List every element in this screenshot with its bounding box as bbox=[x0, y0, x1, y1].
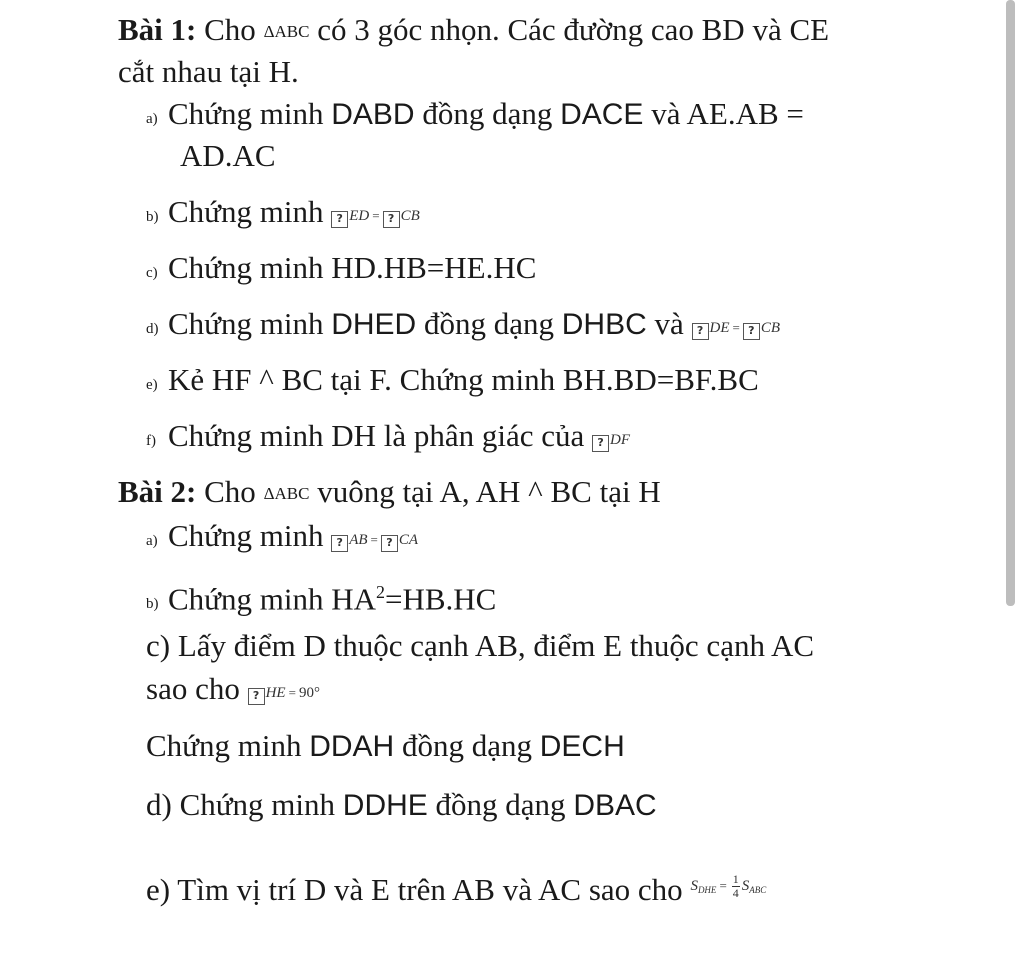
item-text: đồng dạng bbox=[401, 728, 532, 763]
item-text: Chứng minh bbox=[168, 306, 324, 341]
item-text: d) Chứng minh bbox=[146, 787, 336, 822]
angle-formula bbox=[248, 685, 320, 701]
fraction-denominator: 4 bbox=[732, 886, 739, 901]
broken-glyph-icon: ? bbox=[331, 535, 348, 552]
item-text: Chứng minh bbox=[168, 194, 324, 229]
item-label: c) bbox=[146, 265, 158, 281]
item-text: đồng dạng bbox=[422, 96, 553, 131]
problem1-item-d bbox=[146, 306, 780, 347]
formula-part: HE bbox=[265, 685, 286, 701]
problem2-item-e bbox=[146, 868, 766, 908]
item-text: Chứng minh bbox=[168, 96, 324, 131]
angle-formula bbox=[331, 532, 418, 548]
item-text: đồng dạng bbox=[435, 787, 566, 822]
item-label: f) bbox=[146, 433, 156, 449]
item-label: e) bbox=[146, 377, 158, 393]
item-label: b) bbox=[146, 596, 159, 613]
superscript: 2 bbox=[375, 582, 385, 602]
broken-glyph-icon: ? bbox=[743, 323, 760, 340]
broken-glyph-icon: ? bbox=[248, 688, 265, 705]
item-text: Chứng minh bbox=[168, 518, 324, 553]
formula-part: CA bbox=[398, 532, 419, 548]
item-label: d) bbox=[146, 321, 159, 337]
problem2-item-c: c) Lấy điểm D thuộc cạnh AB, điểm E thuộc cạnh AC bbox=[146, 628, 815, 663]
item-text: Chứng minh HD.HB=HE.HC bbox=[168, 250, 537, 285]
formula-part: S bbox=[741, 878, 750, 894]
item-text: Chứng minh bbox=[146, 728, 302, 763]
item-text: sao cho bbox=[146, 671, 240, 706]
formula-part: = bbox=[372, 208, 380, 223]
formula-part: AB bbox=[349, 532, 368, 548]
area-formula bbox=[690, 872, 767, 901]
item-label: a) bbox=[146, 533, 158, 549]
formula-part: 90° bbox=[298, 685, 320, 701]
intro-text: Cho bbox=[204, 12, 256, 47]
item-text: đồng dạng bbox=[423, 306, 554, 341]
problem1-item-a-line2: AD.AC bbox=[180, 138, 276, 173]
item-text: Chứng minh DH là phân giác của bbox=[168, 418, 585, 453]
problem1-item-c bbox=[146, 250, 536, 291]
broken-glyph-icon: ? bbox=[383, 211, 400, 228]
intro-text: có 3 góc nhọn. Các đường cao BD và CE bbox=[317, 12, 830, 47]
fraction bbox=[732, 873, 740, 900]
formula-part: CB bbox=[760, 320, 781, 336]
problem1-item-b bbox=[146, 194, 420, 235]
broken-glyph-icon: ? bbox=[331, 211, 348, 228]
item-text: Chứng minh HA bbox=[168, 581, 376, 617]
item-text: Kẻ HF ^ BC tại F. Chứng minh BH.BD=BF.BC bbox=[168, 362, 759, 397]
problem2-heading: Bài 2: bbox=[118, 474, 197, 509]
triangle-name: DACE bbox=[560, 98, 644, 131]
item-text: =HB.HC bbox=[384, 581, 497, 617]
problem2-item-d bbox=[146, 787, 657, 824]
angle-formula bbox=[692, 320, 781, 336]
triangle-name: DABD bbox=[331, 98, 415, 131]
triangle-name: DDHE bbox=[342, 789, 428, 822]
triangle-name: DBAC bbox=[573, 789, 657, 822]
triangle-name: DECH bbox=[539, 730, 625, 763]
broken-glyph-icon: ? bbox=[692, 323, 709, 340]
problem2-item-c-line2 bbox=[146, 671, 320, 711]
formula-part: = bbox=[370, 532, 378, 547]
angle-formula bbox=[592, 432, 630, 448]
triangle-name: DHED bbox=[331, 308, 417, 341]
triangle-name: DDAH bbox=[309, 730, 395, 763]
triangle-name: DHBC bbox=[561, 308, 647, 341]
problem2-item-b bbox=[146, 574, 496, 622]
vertical-scrollbar[interactable] bbox=[1006, 0, 1015, 606]
formula-part: = bbox=[719, 878, 727, 893]
angle-formula bbox=[331, 208, 420, 224]
intro-text: vuông tại A, AH ^ BC tại H bbox=[317, 474, 661, 509]
formula-part: ED bbox=[349, 208, 370, 224]
problem1-intro bbox=[118, 12, 829, 50]
formula-subscript: ABC bbox=[749, 885, 767, 895]
triangle-symbol: ΔABC bbox=[263, 22, 310, 41]
problem1-item-e bbox=[146, 362, 759, 403]
formula-part: CB bbox=[400, 208, 420, 224]
broken-glyph-icon: ? bbox=[381, 535, 398, 552]
problem2-item-c-proof bbox=[146, 728, 625, 765]
item-label: b) bbox=[146, 209, 159, 225]
problem2-item-a bbox=[146, 518, 418, 559]
broken-glyph-icon: ? bbox=[592, 435, 609, 452]
item-text: và bbox=[654, 306, 684, 341]
intro-text: Cho bbox=[204, 474, 256, 509]
item-text: và AE.AB = bbox=[651, 96, 804, 131]
problem1-item-a bbox=[146, 96, 804, 137]
problem1-item-f bbox=[146, 418, 630, 459]
item-text: e) Tìm vị trí D và E trên AB và AC sao cho bbox=[146, 872, 683, 907]
formula-part: = bbox=[732, 320, 740, 335]
formula-subscript: DHE bbox=[697, 885, 717, 895]
formula-part: S bbox=[690, 878, 698, 894]
formula-part: DE bbox=[709, 320, 730, 336]
triangle-symbol: ΔABC bbox=[263, 484, 310, 503]
item-label: a) bbox=[146, 111, 158, 127]
formula-part: DF bbox=[610, 432, 631, 448]
formula-part: = bbox=[288, 685, 296, 700]
fraction-numerator: 1 bbox=[732, 872, 739, 887]
problem1-heading: Bài 1: bbox=[118, 12, 197, 47]
problem2-intro bbox=[118, 474, 661, 512]
problem1-intro-line2: cắt nhau tại H. bbox=[118, 54, 299, 89]
